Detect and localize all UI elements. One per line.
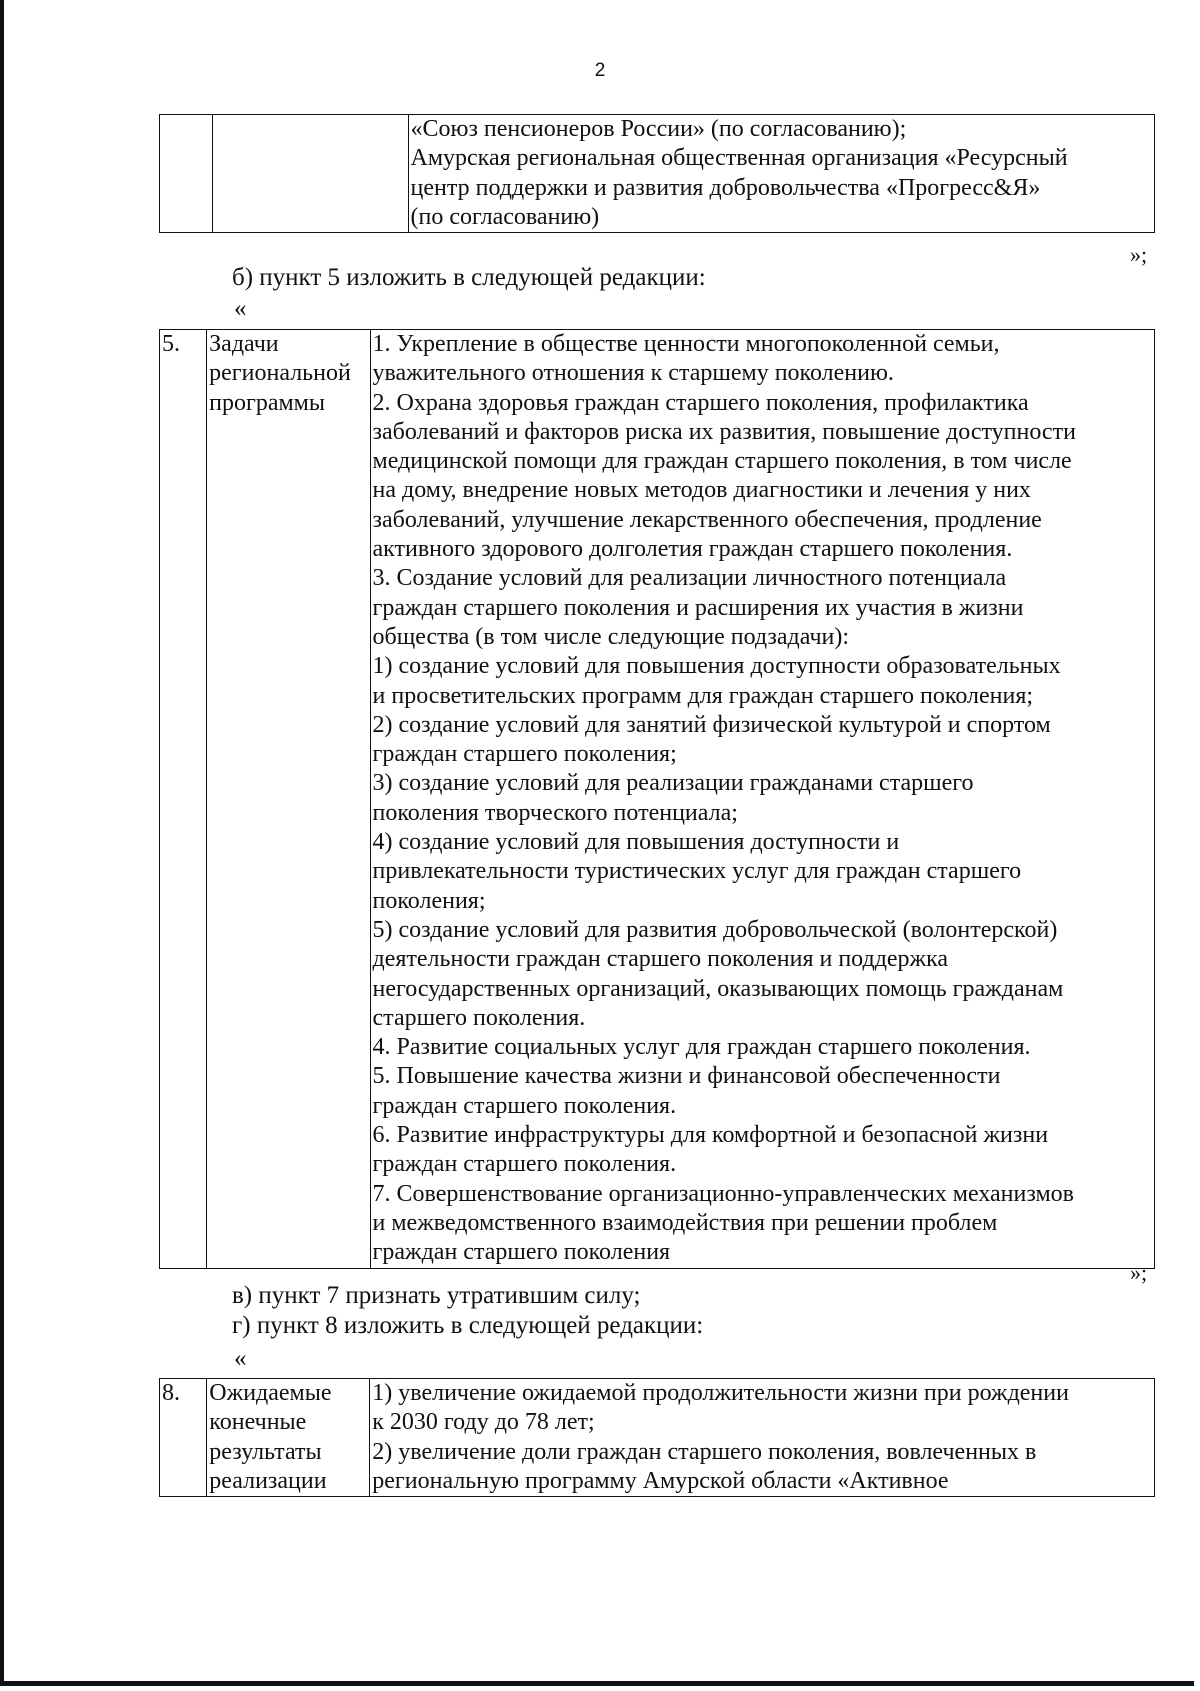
content-cell [370, 1379, 1155, 1497]
number-cell: 8. [160, 1379, 207, 1497]
content-cell [408, 115, 1155, 233]
text-line: 2) создание условий для занятий физической культурой и спортом [372, 711, 1051, 738]
text-line: 6. Развитие инфраструктуры для комфортной и безопасной жизни [372, 1122, 1049, 1149]
text-line: привлекательности туристических услуг для граждан старшего [372, 858, 1022, 885]
closing-quote: »; [1130, 1260, 1148, 1285]
text-line: поколения творческого потенциала; [372, 799, 738, 826]
table-row [160, 1379, 1155, 1497]
paragraph-v: в) пункт 7 признать утратившим силу; [232, 1282, 641, 1309]
name-cell [207, 1379, 370, 1497]
text-line: поколения; [372, 887, 486, 914]
text-line: реализации [209, 1467, 327, 1494]
text-line: 1) увеличение ожидаемой продолжительности жизни при рождении [372, 1380, 1069, 1406]
opening-quote: « [234, 295, 247, 322]
text-line: граждан старшего поколения [372, 1239, 671, 1266]
text-line: 1) создание условий для повышения доступности образовательных [372, 653, 1061, 680]
text-line: 7. Совершенствование организационно-управленческих механизмов [372, 1180, 1075, 1207]
closing-quote: »; [1130, 242, 1148, 267]
text-line: 1. Укрепление в обществе ценности многопоколенной семьи, [372, 331, 1000, 357]
text-line: региональную программу Амурской области «Активное [372, 1467, 949, 1494]
text-line: 2. Охрана здоровья граждан старшего поколения, профилактика [372, 389, 1029, 416]
content-cell [370, 330, 1154, 1269]
opening-quote: « [234, 1345, 247, 1372]
text-line: общества (в том числе следующие подзадачи): [372, 623, 850, 650]
number-cell [160, 115, 213, 233]
text-line: на дому, внедрение новых методов диагностики и лечения у них [372, 477, 1031, 504]
paragraph-b: б) пункт 5 изложить в следующей редакции: [232, 264, 706, 291]
text-line: граждан старшего поколения и расширения их участия в жизни [372, 594, 1024, 621]
text-line: активного здорового долголетия граждан старшего поколения. [372, 536, 1013, 563]
text-line: центр поддержки и развития добровольчества «Прогресс&Я» [410, 174, 1041, 201]
text-line: 3) создание условий для реализации гражданами старшего [372, 770, 974, 797]
table-row [160, 115, 1155, 233]
text-line: (по согласованию) [410, 203, 600, 230]
name-cell [207, 330, 370, 1269]
text-line: граждан старшего поколения; [372, 741, 677, 768]
text-line: уважительного отношения к старшему поколению. [372, 360, 894, 387]
text-line: 2) увеличение доли граждан старшего поколения, вовлеченных в [372, 1438, 1037, 1465]
text-line: 3. Создание условий для реализации личностного потенциала [372, 565, 1007, 592]
text-line: деятельности граждан старшего поколения и поддержка [372, 946, 949, 973]
text-line: негосударственных организаций, оказывающих помощь гражданам [372, 975, 1064, 1002]
text-line: 5) создание условий для развития добровольческой (волонтерской) [372, 916, 1058, 943]
text-line: заболеваний и факторов риска их развития, повышение доступности [372, 418, 1076, 445]
text-line: и межведомственного взаимодействия при решении проблем [372, 1209, 998, 1236]
table-item-8 [159, 1378, 1155, 1497]
text-line: Амурская региональная общественная организация «Ресурсный [410, 145, 1068, 172]
text-line: и просветительских программ для граждан старшего поколения; [372, 682, 1034, 709]
table-item-5 [159, 329, 1155, 1269]
paragraph-g: г) пункт 8 изложить в следующей редакции: [232, 1312, 704, 1339]
text-line: 4. Развитие социальных услуг для граждан старшего поколения. [372, 1034, 1031, 1061]
text-line: 5. Повышение качества жизни и финансовой обеспеченности [372, 1063, 1001, 1090]
text-line: 4) создание условий для повышения доступности и [372, 829, 900, 856]
text-line: граждан старшего поколения. [372, 1092, 677, 1119]
text-line: региональной [209, 360, 351, 387]
text-line: Ожидаемые [209, 1380, 332, 1406]
text-line: старшего поколения. [372, 1004, 586, 1031]
table-continuation [159, 114, 1155, 233]
text-line: программы [209, 389, 325, 416]
text-line: к 2030 году до 78 лет; [372, 1409, 595, 1436]
table-row [160, 330, 1155, 1269]
name-cell [212, 115, 408, 233]
text-line: Задачи [209, 331, 279, 357]
text-line: конечные [209, 1409, 307, 1436]
page-number: 2 [594, 60, 606, 81]
text-line: результаты [209, 1438, 322, 1465]
text-line: медицинской помощи для граждан старшего поколения, в том числе [372, 448, 1072, 475]
number-cell: 5. [160, 330, 207, 1269]
text-line: граждан старшего поколения. [372, 1151, 677, 1178]
text-line: «Союз пенсионеров России» (по согласованию); [410, 116, 907, 142]
text-line: заболеваний, улучшение лекарственного обеспечения, продление [372, 506, 1042, 533]
